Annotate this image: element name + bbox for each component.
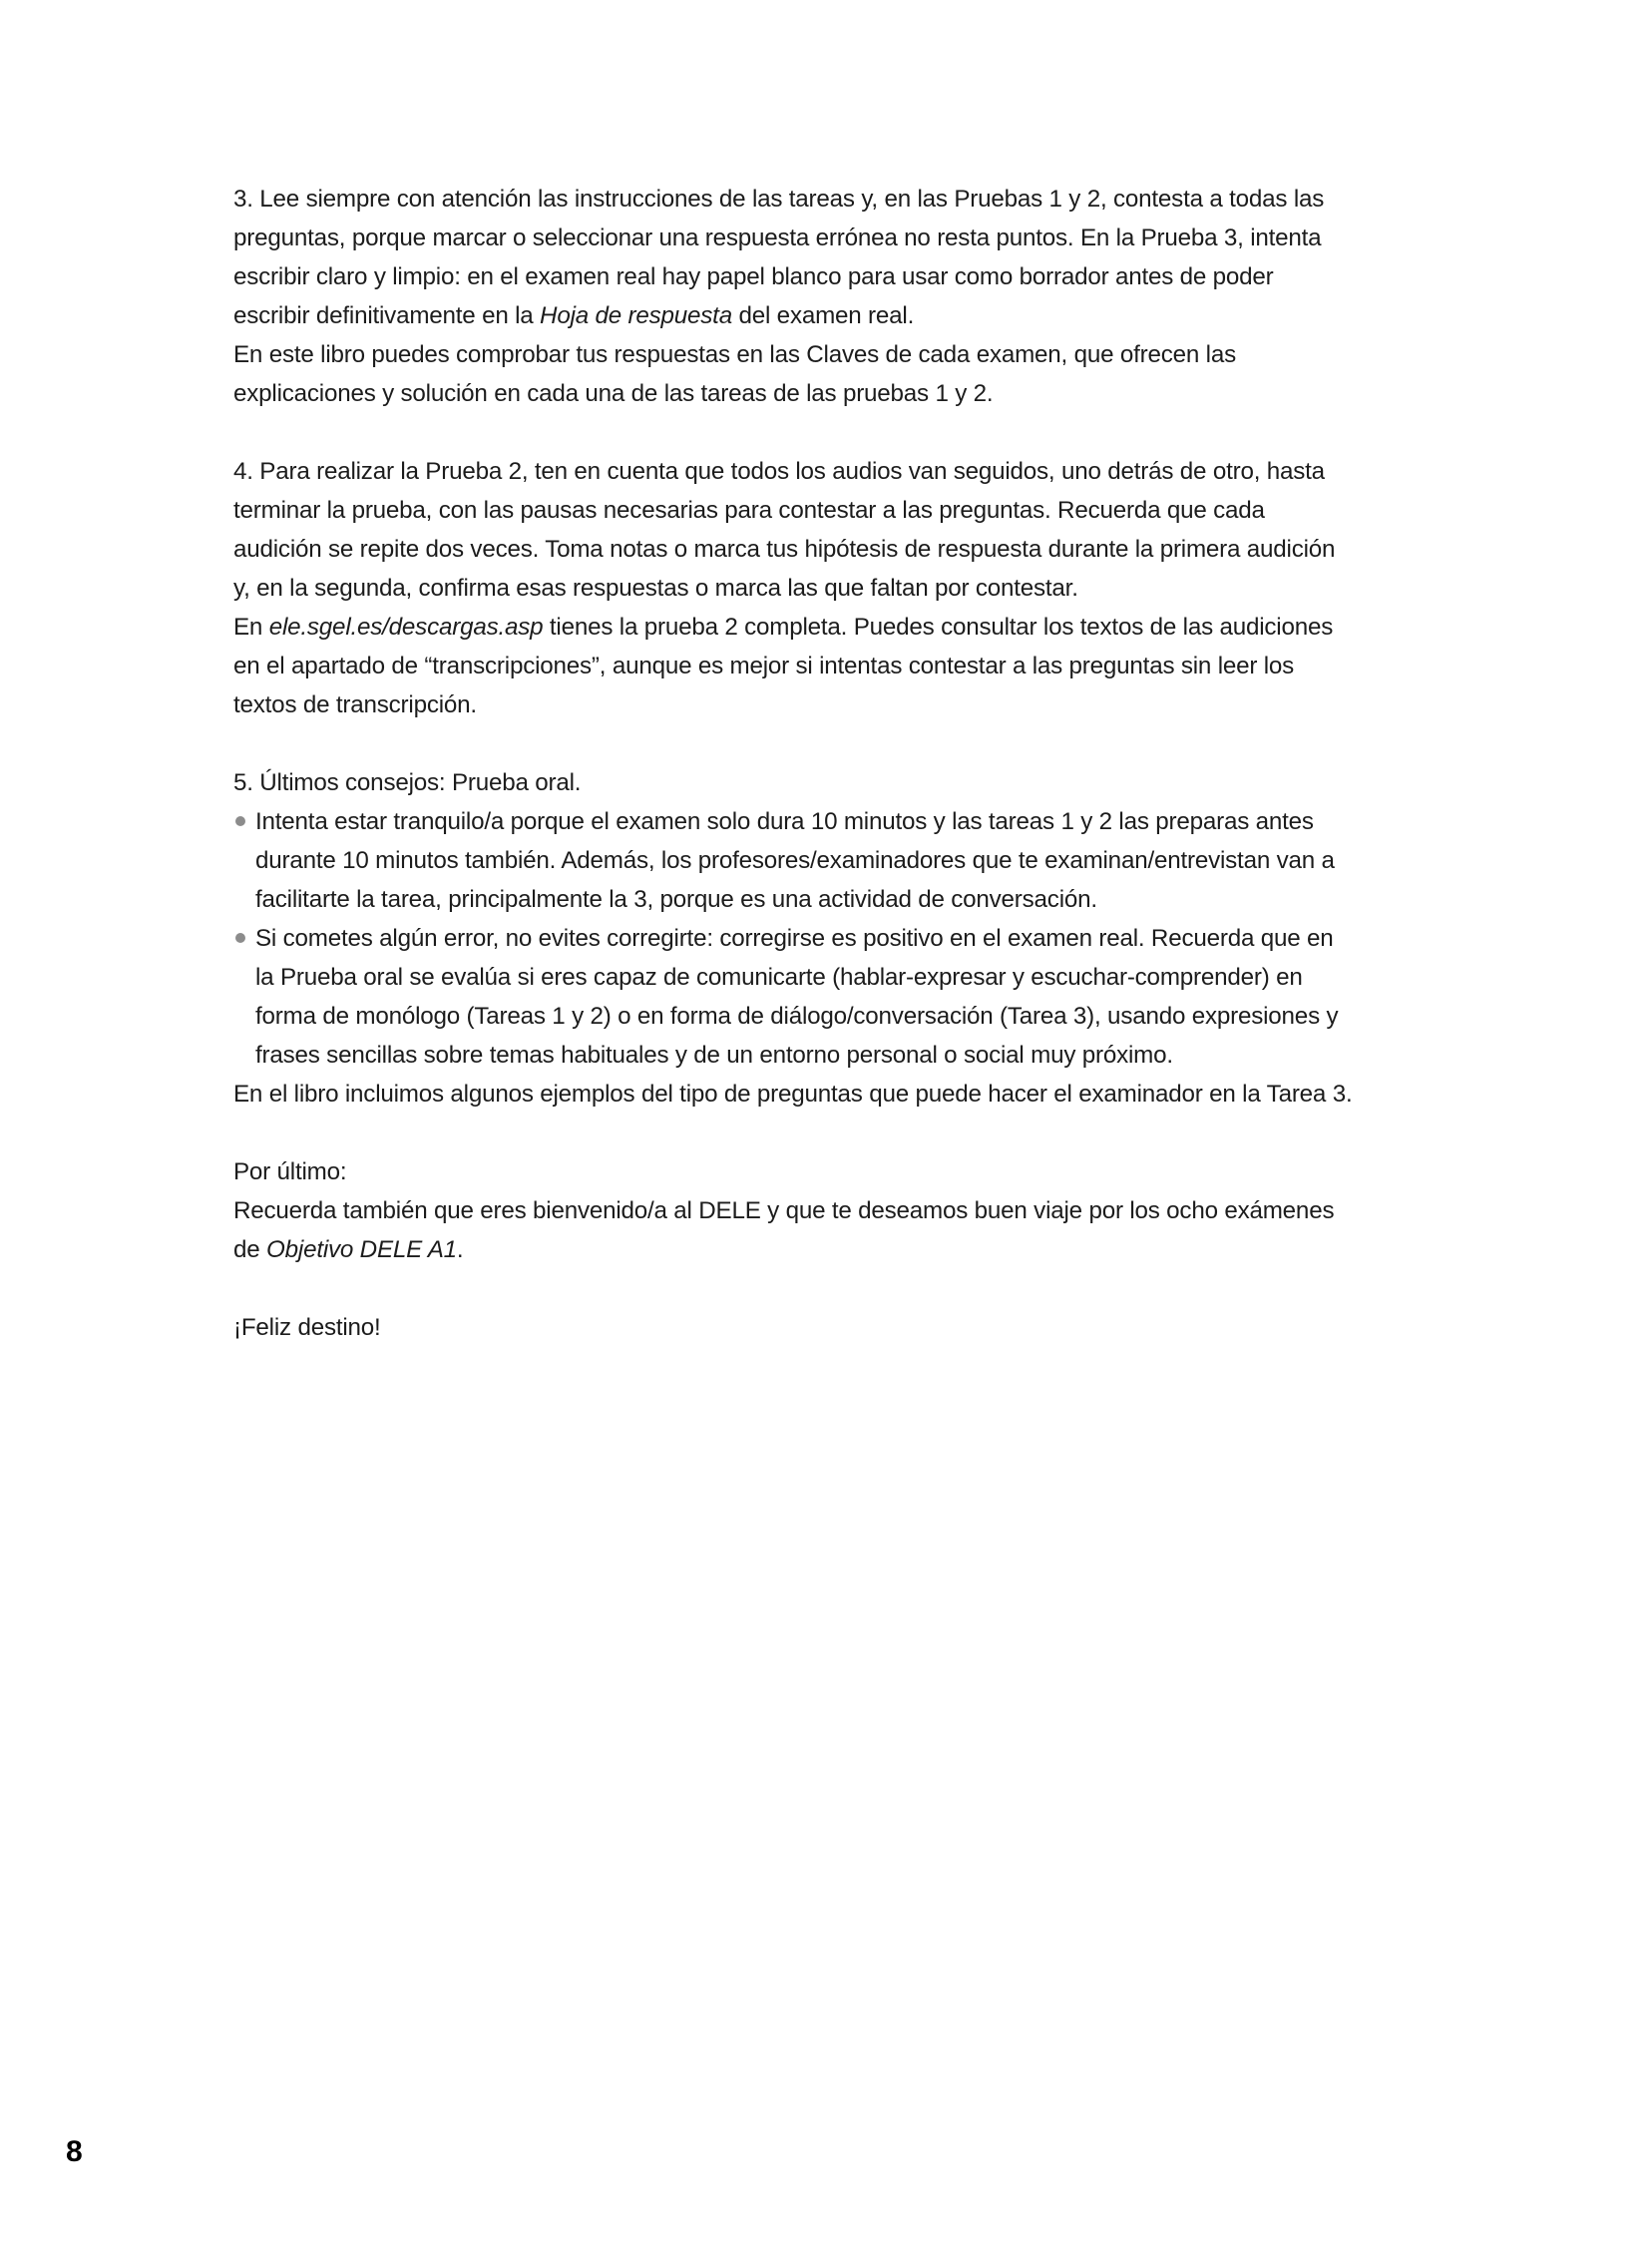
page-content xyxy=(233,180,1431,1347)
paragraph-gap xyxy=(233,1269,1431,1308)
paragraph-gap xyxy=(233,1114,1431,1152)
download-url: ele.sgel.es/descargas.asp xyxy=(268,614,544,641)
section-heading: Por último: xyxy=(233,1158,347,1185)
text-line: Si cometes algún error, no evites corregirte: corregirse es positivo en el examen real. Recuerda que en xyxy=(255,925,1334,952)
text-line: preguntas, porque marcar o seleccionar una respuesta errónea no resta puntos. En la Prueba 3, intenta xyxy=(233,225,1322,251)
text-line xyxy=(233,608,1431,647)
text-line: explicaciones y solución en cada una de las tareas de las pruebas 1 y 2. xyxy=(233,380,994,407)
text-line: Recuerda también que eres bienvenido/a al DELE y que te deseamos buen viaje por los ocho exámenes xyxy=(233,1197,1335,1224)
text-line: terminar la prueba, con las pausas necesarias para contestar a las preguntas. Recuerda que cada xyxy=(233,497,1265,524)
text-span: En xyxy=(233,614,269,641)
page-number: 8 xyxy=(66,2135,83,2168)
list-item xyxy=(233,802,1431,919)
text-line: forma de monólogo (Tareas 1 y 2) o en forma de diálogo/conversación (Tarea 3), usando expresiones y xyxy=(255,1003,1339,1030)
text-line: En este libro puedes comprobar tus respuestas en las Claves de cada examen, que ofrecen las xyxy=(233,341,1236,368)
text-line: 3. Lee siempre con atención las instrucciones de las tareas y, en las Pruebas 1 y 2, contesta a todas las xyxy=(233,186,1325,213)
text-line xyxy=(233,1230,1431,1269)
italic-title: Hoja de respuesta xyxy=(540,302,732,329)
text-line: En el libro incluimos algunos ejemplos del tipo de preguntas que puede hacer el examinador en la Tarea 3. xyxy=(233,1081,1353,1108)
text-line: 4. Para realizar la Prueba 2, ten en cuenta que todos los audios van seguidos, uno detrás de otro, hasta xyxy=(233,458,1325,485)
text-line: durante 10 minutos también. Además, los profesores/examinadores que te examinan/entrevistan van a xyxy=(255,847,1335,874)
text-line xyxy=(233,296,1431,335)
text-line: la Prueba oral se evalúa si eres capaz de comunicarte (hablar-expresar y escuchar-comprender) en xyxy=(255,964,1303,991)
farewell-text: ¡Feliz destino! xyxy=(233,1314,381,1341)
text-span: del examen real. xyxy=(731,302,915,329)
text-line: Intenta estar tranquilo/a porque el examen solo dura 10 minutos y las tareas 1 y 2 las preparas antes xyxy=(255,808,1314,835)
italic-title: Objetivo DELE A1 xyxy=(266,1236,457,1263)
final-section xyxy=(233,1152,1431,1269)
text-line: frases sencillas sobre temas habituales y de un entorno personal o social muy próximo. xyxy=(255,1042,1173,1069)
section-5 xyxy=(233,763,1431,1114)
list-item xyxy=(233,919,1431,1075)
paragraph-gap xyxy=(233,724,1431,763)
text-line: audición se repite dos veces. Toma notas o marca tus hipótesis de respuesta durante la primera audición xyxy=(233,536,1336,563)
text-line: en el apartado de “transcripciones”, aunque es mejor si intentas contestar a las preguntas sin leer los xyxy=(233,653,1295,679)
text-line: escribir claro y limpio: en el examen real hay papel blanco para usar como borrador antes de poder xyxy=(233,263,1274,290)
bullet-icon xyxy=(235,816,245,826)
text-span: escribir definitivamente en la xyxy=(233,302,541,329)
text-span: tienes la prueba 2 completa. Puedes consultar los textos de las audiciones xyxy=(543,614,1334,641)
text-line: textos de transcripción. xyxy=(233,691,477,718)
text-line: y, en la segunda, confirma esas respuestas o marca las que faltan por contestar. xyxy=(233,575,1078,602)
section-heading: 5. Últimos consejos: Prueba oral. xyxy=(233,769,582,796)
section-3 xyxy=(233,180,1431,413)
text-line: facilitarte la tarea, principalmente la 3, porque es una actividad de conversación. xyxy=(255,886,1097,913)
text-span: . xyxy=(456,1236,464,1263)
bullet-icon xyxy=(235,933,245,943)
tips-list xyxy=(233,802,1431,1075)
section-4 xyxy=(233,452,1431,724)
text-span: de xyxy=(233,1236,267,1263)
paragraph-gap xyxy=(233,413,1431,452)
